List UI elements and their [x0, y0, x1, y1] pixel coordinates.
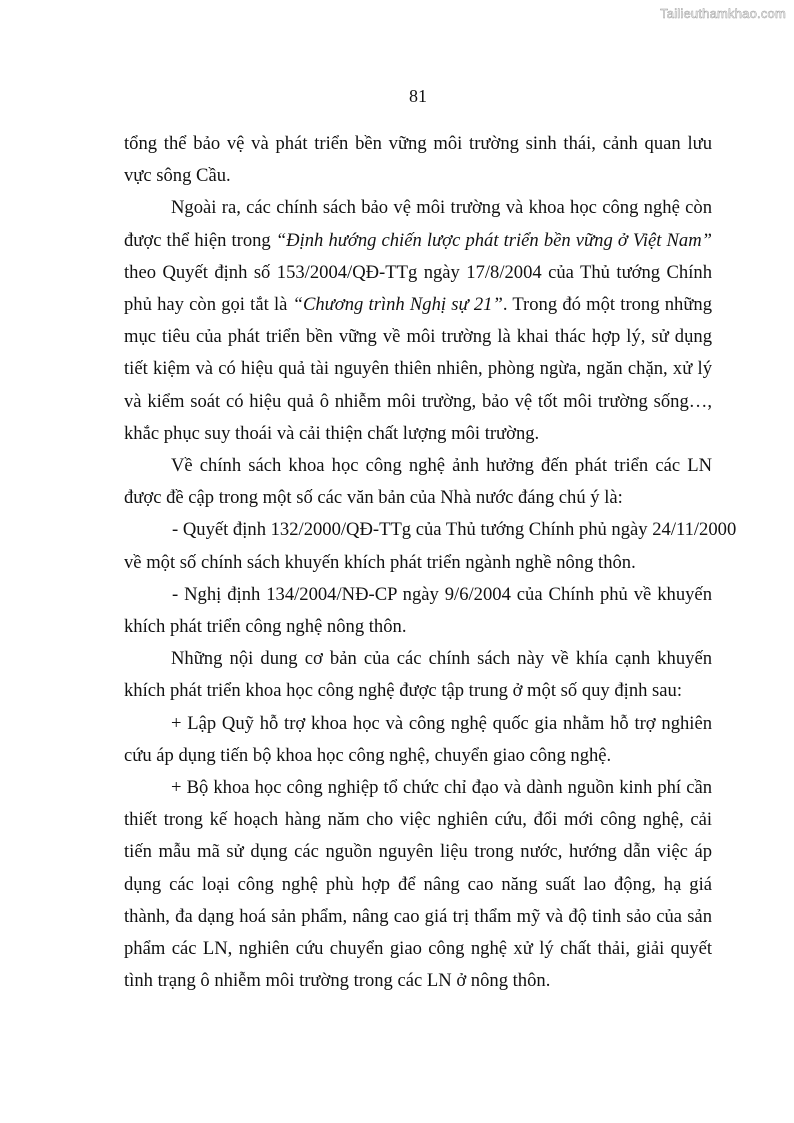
paragraph-7	[124, 708, 712, 772]
text-line: phẩm các LN, nghiên cứu chuyển giao công nghệ xử lý chất thải, giải quyết	[124, 938, 712, 960]
text-line: - Nghị định 134/2004/NĐ-CP ngày 9/6/2004 của Chính phủ về khuyến	[172, 583, 712, 605]
italic-title-strategy: “Định hướng chiến lược phát triển bền vững ở Việt Nam”	[275, 229, 712, 251]
text-line: Những nội dung cơ bản của các chính sách này về khía cạnh khuyến	[171, 648, 712, 670]
text-line	[124, 225, 712, 257]
paragraph-5	[124, 579, 712, 643]
paragraph-3	[124, 450, 712, 514]
text-line: tổng thể bảo vệ và phát triển bền vững môi trường sinh thái, cảnh quan lưu	[124, 133, 712, 154]
paragraph-8	[124, 772, 712, 997]
text-line: + Lập Quỹ hỗ trợ khoa học và công nghệ quốc gia nhằm hỗ trợ nghiên	[171, 712, 712, 734]
paragraph-4	[124, 514, 737, 578]
paragraph-6	[124, 643, 712, 707]
text-line: khích phát triển khoa học công nghệ được tập trung ở một số quy định sau:	[124, 680, 683, 702]
text-line: - Quyết định 132/2000/QĐ-TTg của Thủ tướng Chính phủ ngày 24/11/2000	[172, 519, 737, 541]
paragraph-1	[124, 128, 712, 192]
page-number: 81	[409, 86, 427, 106]
text-line: khắc phục suy thoái và cải thiện chất lượng môi trường.	[124, 422, 540, 444]
text-line: dụng các loại công nghệ phù hợp để nâng cao năng suất lao động, hạ giá	[124, 873, 712, 895]
text-line: + Bộ khoa học công nghiệp tổ chức chỉ đạo và dành nguồn kinh phí cần	[171, 777, 712, 799]
paragraph-2	[124, 192, 712, 450]
text-run: được thể hiện trong	[124, 229, 276, 251]
text-line: vực sông Cầu.	[124, 165, 231, 187]
text-line: theo Quyết định số 153/2004/QĐ-TTg ngày 17/8/2004 của Thủ tướng Chính	[124, 261, 712, 283]
italic-title-agenda21: “Chương trình Nghị sự 21”	[292, 294, 503, 316]
text-line: Ngoài ra, các chính sách bảo vệ môi trường và khoa học công nghệ còn	[171, 197, 712, 219]
text-line: được đề cập trong một số các văn bản của Nhà nước đáng chú ý là:	[124, 487, 623, 509]
text-line: Về chính sách khoa học công nghệ ảnh hưởng đến phát triển các LN	[171, 455, 712, 477]
text-line: tình trạng ô nhiễm môi trường trong các LN ở nông thôn.	[124, 970, 551, 992]
text-line: về một số chính sách khuyến khích phát triển ngành nghề nông thôn.	[124, 551, 636, 573]
text-line: thiết trong kế hoạch hàng năm cho việc nghiên cứu, đổi mới công nghệ, cải	[124, 809, 712, 831]
text-run: . Trong đó một trong những	[502, 294, 712, 316]
text-line: và kiểm soát có hiệu quả ô nhiễm môi trường, bảo vệ tốt môi trường sống…,	[124, 390, 712, 412]
text-line: tiết kiệm và có hiệu quả tài nguyên thiên nhiên, phòng ngừa, ngăn chặn, xử lý	[124, 358, 712, 380]
text-line: cứu áp dụng tiến bộ khoa học công nghệ, chuyển giao công nghệ.	[124, 744, 612, 766]
text-line: thành, đa dạng hoá sản phẩm, nâng cao giá trị thẩm mỹ và độ tinh sảo của sản	[124, 905, 712, 927]
text-line: khích phát triển công nghệ nông thôn.	[124, 616, 407, 638]
text-line	[124, 289, 712, 321]
document-body	[124, 128, 737, 997]
text-line: mục tiêu của phát triển bền vững về môi trường là khai thác hợp lý, sử dụng	[124, 326, 712, 348]
text-run: phủ hay còn gọi tắt là	[124, 294, 293, 316]
watermark: Tailieuthamkhao.com	[660, 6, 786, 21]
text-line: tiến mẫu mã sử dụng các nguồn nguyên liệu trong nước, hướng dẫn việc áp	[124, 841, 712, 863]
